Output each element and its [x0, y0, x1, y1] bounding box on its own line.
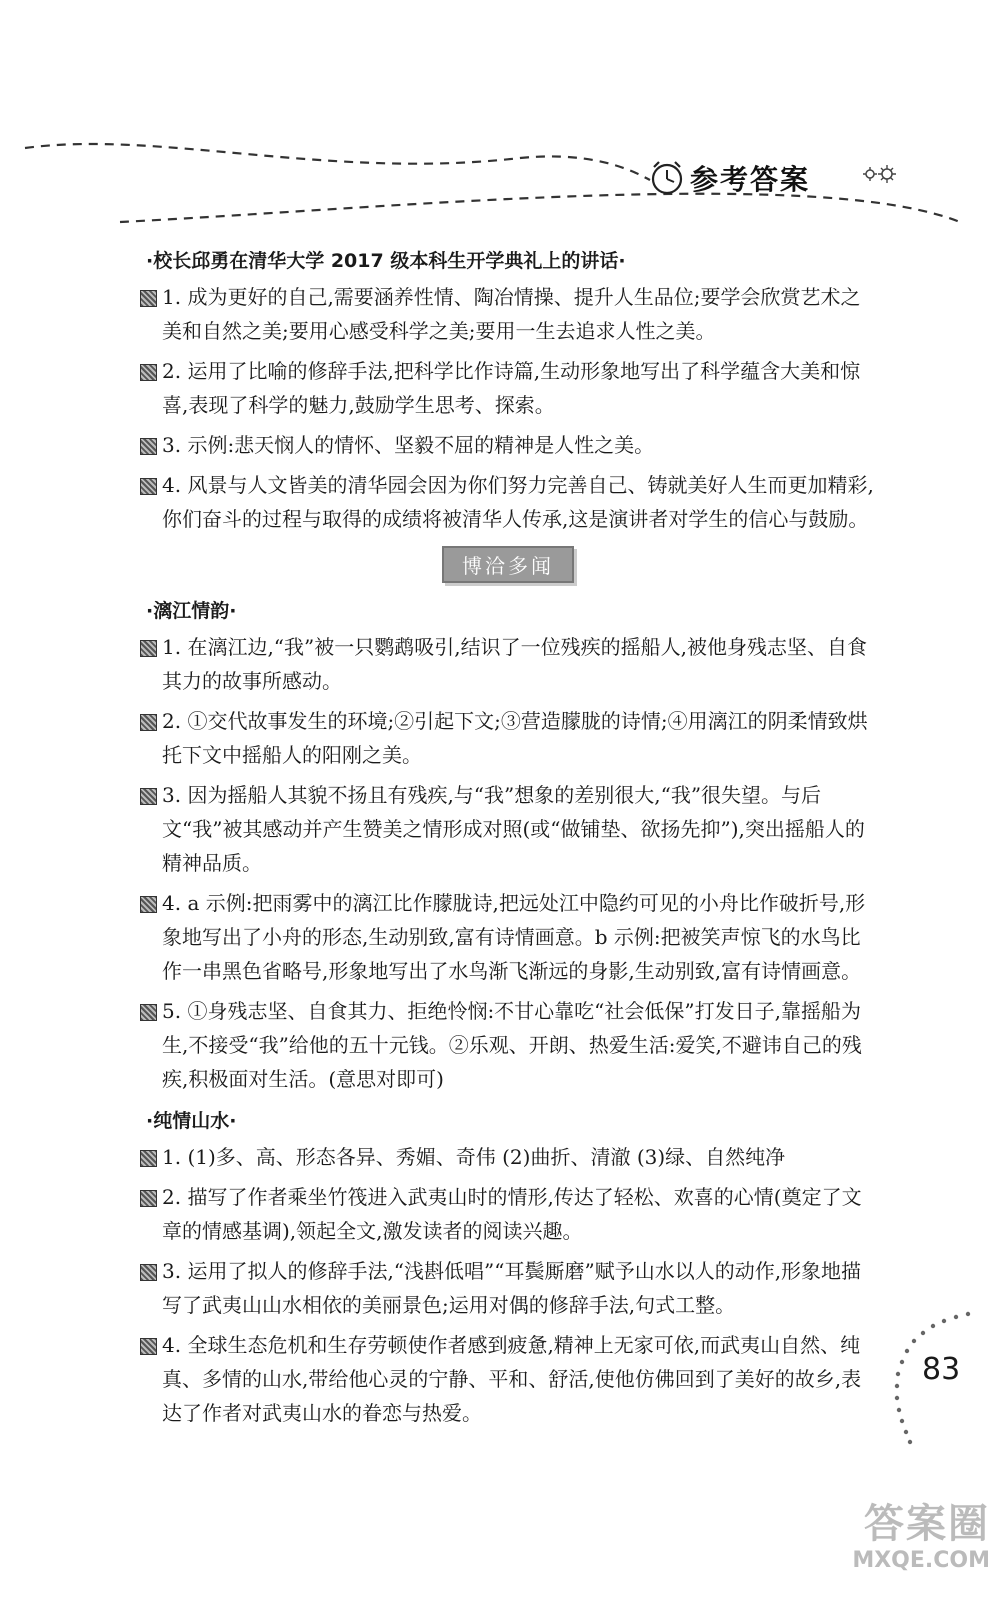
answer-item	[138, 1140, 878, 1174]
header-title: 参考答案	[690, 163, 811, 196]
answer-text: 2. 描写了作者乘坐竹筏进入武夷山时的情形,传达了轻松、欢喜的心情(奠定了文章的情感基调),领起全文,激发读者的阅读兴趣。	[162, 1185, 862, 1243]
flower-icon	[860, 160, 902, 190]
answer-marker-icon	[140, 364, 157, 381]
answer-item	[138, 630, 878, 698]
answer-marker-icon	[140, 1190, 157, 1207]
answer-item	[138, 704, 878, 772]
section-title: ·校长邱勇在清华大学 2017 级本科生开学典礼上的讲话·	[146, 250, 626, 272]
section-chunqing-shanshui	[138, 1102, 878, 1430]
answer-marker-icon	[140, 1338, 157, 1355]
answer-marker-icon	[140, 640, 157, 657]
answer-marker-icon	[140, 478, 157, 495]
answer-text: 4. 全球生态危机和生存劳顿使作者感到疲惫,精神上无家可依,而武夷山自然、纯真、多情的山水,带给他心灵的宁静、平和、舒活,使他仿佛回到了美好的故乡,表达了作者对武夷山水的眷恋与热爱。	[162, 1333, 862, 1425]
watermark	[800, 1500, 990, 1574]
answer-text: 1. (1)多、高、形态各异、秀媚、奇伟 (2)曲折、清澈 (3)绿、自然纯净	[162, 1145, 786, 1169]
answer-item	[138, 778, 878, 880]
answer-marker-icon	[140, 1004, 157, 1021]
section-lijiang	[138, 592, 878, 1096]
answer-text: 2. ①交代故事发生的环境;②引起下文;③营造朦胧的诗情;④用漓江的阴柔情致烘托下文中摇船人的阳刚之美。	[162, 709, 868, 767]
answer-text: 5. ①身残志坚、自食其力、拒绝怜悯:不甘心靠吃“社会低保”打发日子,靠摇船为生,不接受“我”给他的五十元钱。②乐观、开朗、热爱生活:爱笑,不避讳自己的残疾,积极面对生活。(意思对即可)	[162, 999, 862, 1091]
answer-item	[138, 1180, 878, 1248]
category-banner-wrap	[138, 546, 878, 584]
section-qinghua-speech	[138, 242, 878, 536]
answer-text: 4. 风景与人文皆美的清华园会因为你们努力完善自己、铸就美好人生而更加精彩,你们奋斗的过程与取得的成绩将被清华人传承,这是演讲者对学生的信心与鼓励。	[162, 473, 874, 531]
watermark-logo-text: 答案圈	[864, 1501, 990, 1547]
answer-text: 3. 因为摇船人其貌不扬且有残疾,与“我”想象的差别很大,“我”很失望。与后文“我”被其感动并产生赞美之情形成对照(或“做铺垫、欲扬先抑”),突出摇船人的精神品质。	[162, 783, 865, 875]
answer-marker-icon	[140, 290, 157, 307]
answer-item	[138, 354, 878, 422]
answer-text: 1. 在漓江边,“我”被一只鹦鹉吸引,结识了一位残疾的摇船人,被他身残志坚、自食其力的故事所感动。	[162, 635, 867, 693]
section-title: ·纯情山水·	[146, 1110, 237, 1132]
answer-text: 1. 成为更好的自己,需要涵养性情、陶冶情操、提升人生品位;要学会欣赏艺术之美和自然之美;要用心感受科学之美;要用一生去追求人性之美。	[162, 285, 861, 343]
answer-marker-icon	[140, 1150, 157, 1167]
answer-item	[138, 1328, 878, 1430]
answer-text: 3. 运用了拟人的修辞手法,“浅斟低唱”“耳鬓厮磨”赋予山水以人的动作,形象地描写了武夷山山水相依的美丽景色;运用对偶的修辞手法,句式工整。	[162, 1259, 862, 1317]
answer-item	[138, 994, 878, 1096]
answer-item	[138, 468, 878, 536]
answer-item	[138, 280, 878, 348]
answer-marker-icon	[140, 714, 157, 731]
alarm-clock-icon	[648, 158, 686, 196]
answer-text: 3. 示例:悲天悯人的情怀、坚毅不屈的精神是人性之美。	[162, 433, 655, 457]
category-banner: 博洽多闻	[442, 546, 574, 583]
answer-item	[138, 428, 878, 462]
answer-marker-icon	[140, 788, 157, 805]
answer-text: 4. a 示例:把雨雾中的漓江比作朦胧诗,把远处江中隐约可见的小舟比作破折号,形象地写出了小舟的形态,生动别致,富有诗情画意。b 示例:把被笑声惊飞的水鸟比作一串黑色省略号,形象地写出了水鸟渐飞渐远的身影,生动别致,富有诗情画意。	[162, 891, 866, 983]
answer-text: 2. 运用了比喻的修辞手法,把科学比作诗篇,生动形象地写出了科学蕴含大美和惊喜,表现了科学的魅力,鼓励学生思考、探索。	[162, 359, 861, 417]
watermark-url: MXQE.COM	[852, 1548, 990, 1573]
answer-content	[138, 242, 878, 1436]
answer-marker-icon	[140, 1264, 157, 1281]
answer-item	[138, 886, 878, 988]
section-title: ·漓江情韵·	[146, 600, 237, 622]
answer-item	[138, 1254, 878, 1322]
page-number: 83	[922, 1352, 961, 1387]
answer-marker-icon	[140, 438, 157, 455]
answer-marker-icon	[140, 896, 157, 913]
